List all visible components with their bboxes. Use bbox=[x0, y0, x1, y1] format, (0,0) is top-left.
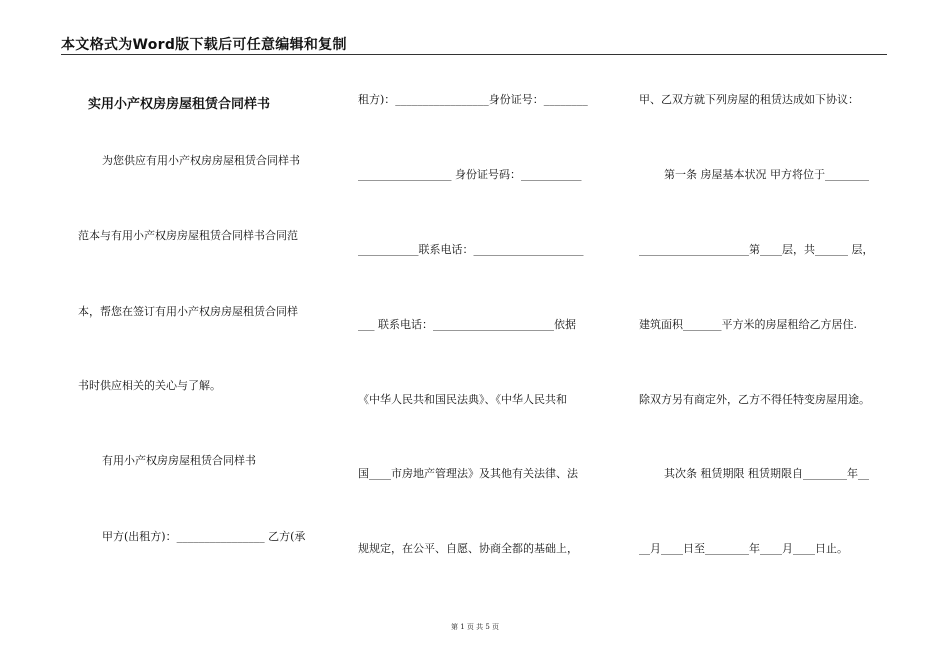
paragraph-line: 其次条 租赁期限 租赁期限自________年__ bbox=[664, 467, 869, 480]
page-header bbox=[61, 34, 887, 55]
paragraph-line: 除双方另有商定外，乙方不得任特变房屋用途。 bbox=[639, 393, 870, 406]
page-number: 第 1 页 共 5 页 bbox=[450, 623, 500, 631]
paragraph-line: 为您供应有用小产权房房屋租赁合同样书 bbox=[102, 154, 300, 167]
paragraph-line: 书时供应相关的关心与了解。 bbox=[78, 379, 221, 392]
paragraph-line: 《中华人民共和国民法典》、《中华人民共和 bbox=[358, 393, 567, 406]
paragraph-line: 建筑面积_______平方米的房屋租给乙方居住. bbox=[639, 318, 857, 331]
paragraph-line: 国____市房地产管理法》及其他有关法律、法 bbox=[358, 467, 578, 480]
paragraph-line: __月____日至________年____月____日止。 bbox=[639, 542, 848, 555]
document-title: 实用小产权房房屋租赁合同样书 bbox=[88, 97, 271, 112]
header-title: 本文格式为Word版下载后可任意编辑和复制 bbox=[61, 37, 347, 53]
paragraph-line: 甲、乙双方就下列房屋的租赁达成如下协议： bbox=[639, 93, 859, 106]
paragraph-line: ___ 联系电话：______________________依据 bbox=[358, 318, 576, 331]
paragraph-line: 规规定，在公平、自愿、协商全都的基础上， bbox=[358, 542, 578, 555]
paragraph-line: 有用小产权房房屋租赁合同样书 bbox=[102, 454, 256, 467]
paragraph-line: 范本与有用小产权房房屋租赁合同样书合同范 bbox=[78, 229, 298, 242]
paragraph-line: 甲方(出租方)：________________ 乙方(承 bbox=[102, 530, 306, 543]
paragraph-line: 本，帮您在签订有用小产权房房屋租赁合同样 bbox=[78, 305, 298, 318]
paragraph-line: _________________ 身份证号码：___________ bbox=[358, 168, 582, 181]
paragraph-line: ____________________第____层，共______ 层， bbox=[639, 243, 874, 256]
paragraph-line: 第一条 房屋基本状况 甲方将位于________ bbox=[664, 168, 869, 181]
paragraph-line: 租方)：_________________身份证号：________ bbox=[358, 93, 588, 106]
paragraph-line: ___________联系电话：____________________ bbox=[358, 243, 584, 256]
